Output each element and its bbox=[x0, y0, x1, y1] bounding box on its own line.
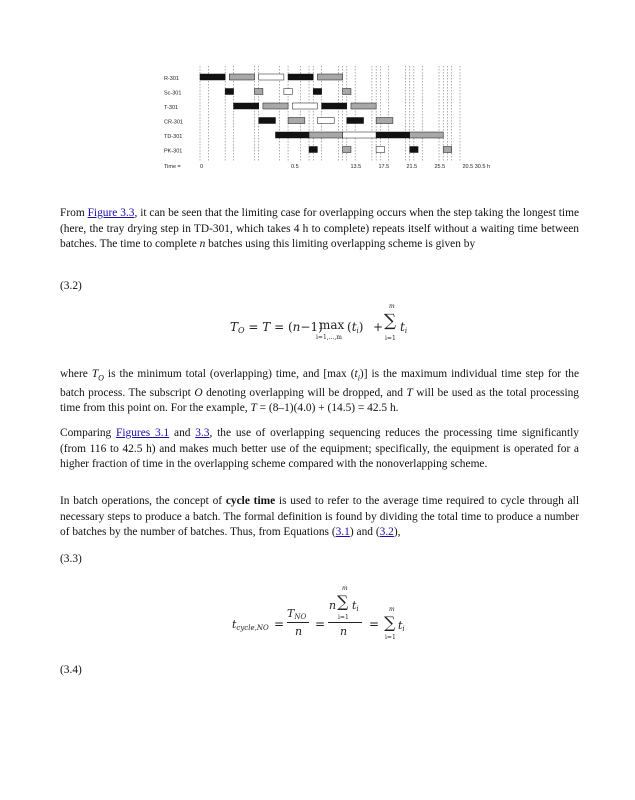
gantt-bar bbox=[263, 103, 288, 109]
gantt-bar bbox=[288, 118, 305, 124]
figure-3-3-link[interactable]: Figure 3.3 bbox=[87, 207, 135, 219]
fraction-bar-2 bbox=[328, 622, 362, 623]
gantt-bar bbox=[200, 74, 225, 80]
fraction-bar-1 bbox=[287, 622, 309, 623]
gantt-bar bbox=[322, 103, 347, 109]
gantt-bar bbox=[343, 147, 351, 153]
row-label: R-301 bbox=[164, 76, 179, 82]
x-tick-label: 13.5 bbox=[350, 164, 362, 170]
gantt-bar bbox=[259, 74, 284, 80]
equation-3-2: TO = T = (n−1) max i=1,...,m (ti) + m ∑ i=1 ti bbox=[230, 303, 408, 342]
gantt-bar bbox=[284, 89, 292, 95]
gantt-chart-figure bbox=[160, 64, 490, 176]
gantt-bar bbox=[292, 103, 317, 109]
x-tick-label: 21.5 bbox=[406, 164, 418, 170]
x-tick-label: 0.5 bbox=[291, 164, 299, 170]
gantt-bar bbox=[225, 89, 233, 95]
gantt-bar bbox=[288, 74, 313, 80]
row-label: Sc-301 bbox=[164, 90, 182, 97]
gantt-bar bbox=[234, 103, 259, 109]
row-label: CR-301 bbox=[164, 119, 183, 126]
equation-3-2-label: (3.2) bbox=[60, 280, 82, 292]
x-axis-label: Time = bbox=[164, 164, 181, 170]
gantt-bar bbox=[317, 118, 334, 124]
gantt-bar bbox=[309, 147, 317, 153]
gantt-bar bbox=[259, 118, 276, 124]
gantt-bar bbox=[351, 103, 376, 109]
gantt-bar bbox=[376, 118, 393, 124]
gantt-bar bbox=[376, 132, 410, 138]
x-tick-label: 25.5 bbox=[434, 164, 446, 170]
row-label: PK-301 bbox=[164, 148, 183, 155]
gantt-bar bbox=[275, 132, 309, 138]
figures-3-1-link[interactable]: Figures 3.1 bbox=[116, 427, 170, 439]
row-label: T-301 bbox=[164, 105, 179, 111]
x-tick-label: 17.5 bbox=[378, 164, 390, 170]
gantt-bar bbox=[343, 132, 377, 138]
equation-3-3: tcycle,NO = TNO n = n m ∑ i=1 ti n = m ∑ i=1 ti bbox=[232, 585, 405, 641]
gantt-bar bbox=[317, 74, 342, 80]
gantt-bar bbox=[376, 147, 384, 153]
gantt-bar bbox=[410, 147, 418, 153]
gantt-bar bbox=[347, 118, 364, 124]
gantt-bar bbox=[343, 89, 351, 95]
paragraph-limiting-case: From Figure 3.3, it can be seen that the limiting case for overlapping occurs when the step taking the longest time (here, the tray drying step in TD-301, which takes 4 h to complete) repeats itself without a waiting time between batches. The time to complete n batches using this limiting overlapping scheme is given by bbox=[60, 207, 580, 251]
equation-3-4-label: (3.4) bbox=[60, 664, 82, 676]
x-tick-label: 20.5 30.5 h bbox=[462, 164, 490, 170]
gantt-chart-svg bbox=[160, 64, 490, 176]
paragraph-cycle-time: In batch operations, the concept of cycle time is used to refer to the average time required to cycle through all necessary steps to produce a batch. The formal definition is found by dividing the total time to produce a number of batches by the number of batches. Thus, from Equations (3.1) and (3.2), bbox=[60, 495, 579, 539]
equation-3-3-label: (3.3) bbox=[60, 553, 82, 565]
gantt-bar bbox=[410, 132, 444, 138]
gantt-bar bbox=[313, 89, 321, 95]
paragraph-definitions: where $T_O$ is the minimum total (overlapping) time, and [max $(t_i)$] is the maximum individual time step for the batch process. The subscript O denoting overlapping will be dropped, and T will be used as the total processing time from this point on. For the example, T = (8–1)(4.0) + (14.5) = 42.5 h. bbox=[60, 368, 580, 415]
row-label: TD-301 bbox=[164, 134, 183, 140]
gantt-bar bbox=[255, 89, 263, 95]
gantt-bar bbox=[229, 74, 254, 80]
equation-3-1-link[interactable]: 3.1 bbox=[335, 526, 350, 539]
paragraph-comparing: Comparing Figures 3.1 and 3.3, the use of overlapping sequencing reduces the processing time significantly (from 116 to 42.5 h) and makes much better use of the equipment; specifically, the equipment is operated for a higher fraction of time in the overlapping scheme compared with the nonoverlapping scheme. bbox=[60, 427, 579, 471]
figure-3-3-link-2[interactable]: 3.3 bbox=[195, 427, 210, 439]
equation-3-2-link[interactable]: 3.2 bbox=[379, 526, 394, 539]
gantt-bar bbox=[443, 147, 451, 153]
gantt-bar bbox=[309, 132, 343, 138]
x-tick-label: 0 bbox=[200, 164, 204, 170]
